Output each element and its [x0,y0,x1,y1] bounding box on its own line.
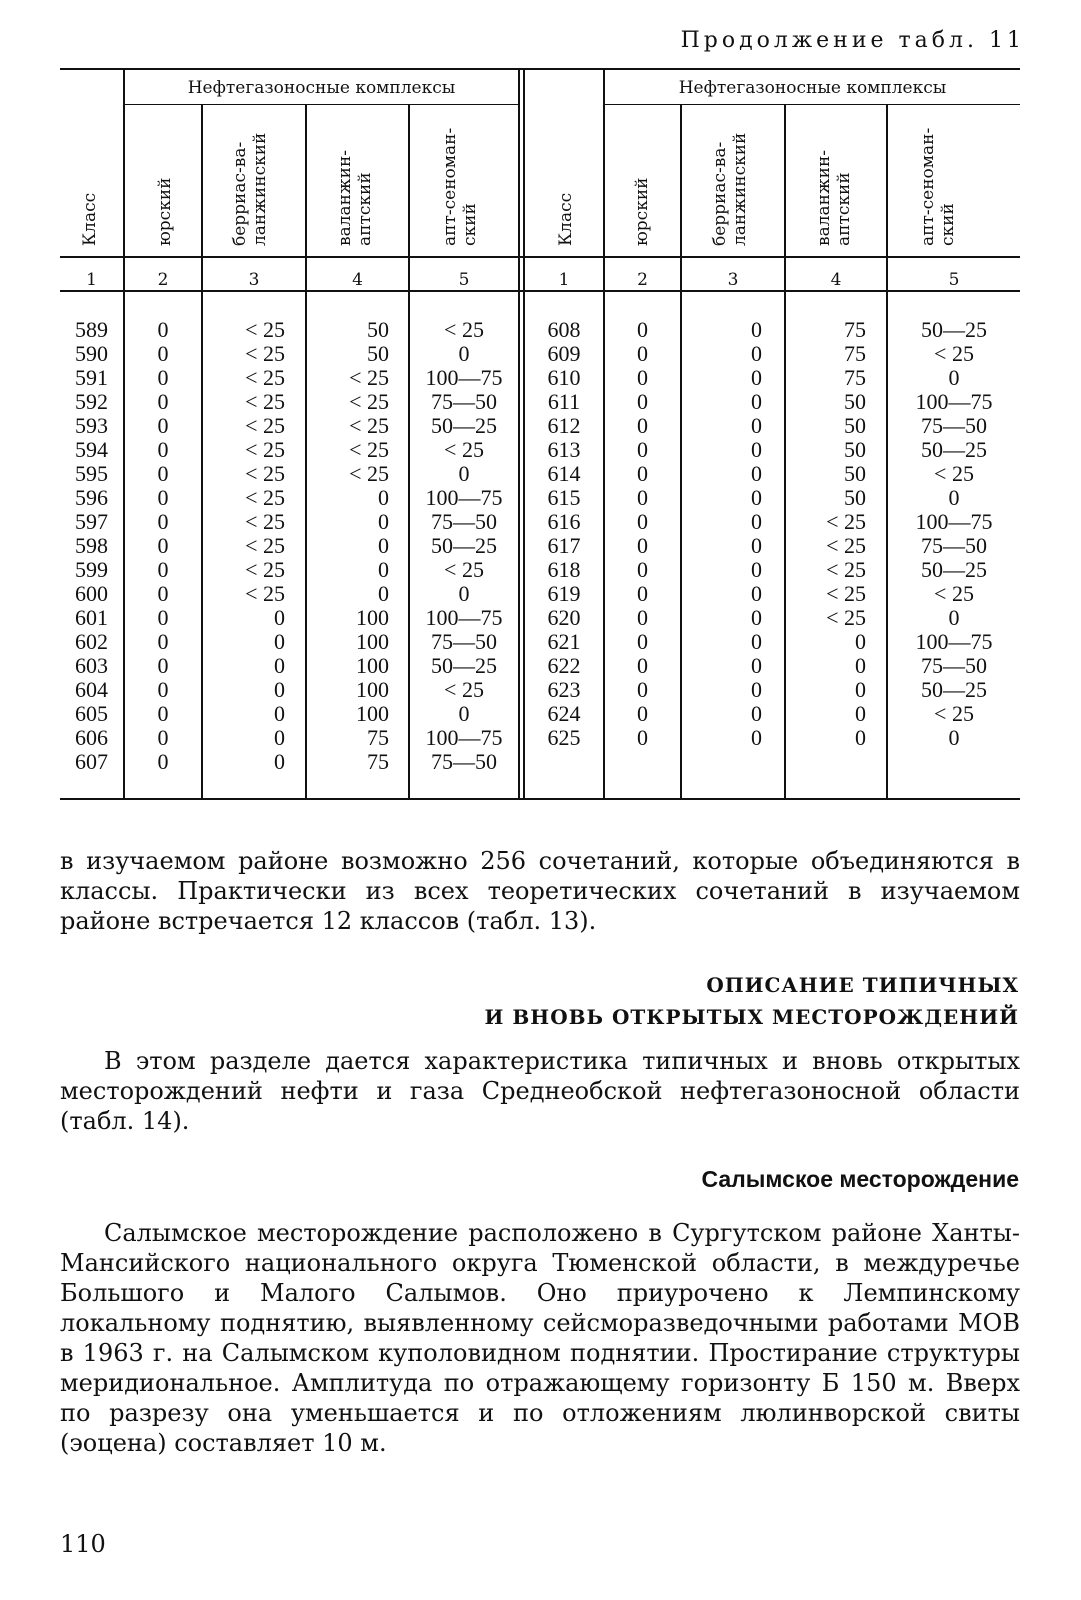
table-cell: < 25 [349,413,389,438]
table-cell: 100—75 [425,605,503,630]
table-caption: Продолжение табл. 11 [680,28,1025,53]
table-cell: 100—75 [915,389,993,414]
table-cell: 0 [637,557,648,582]
table-cell: 100—75 [425,485,503,510]
table-cell: 0 [948,365,960,390]
table-cell: 100 [356,629,389,654]
table-cell: 50—25 [431,653,497,678]
colnum-rule [60,290,1020,292]
table-cell: 0 [637,389,648,414]
table-cell: < 25 [444,317,484,342]
table-cell: 0 [855,677,866,702]
table-cell: 75—50 [921,533,987,558]
table-cell: < 25 [934,701,974,726]
table-cell: 0 [157,653,169,678]
table-cell: < 25 [245,341,285,366]
table-cell: 613 [547,437,581,462]
table-cell: 50—25 [921,557,987,582]
table-cell: 0 [637,485,648,510]
table-cell: 0 [157,677,169,702]
table-cell: < 25 [245,437,285,462]
table-cell: 594 [75,437,108,462]
table-cell: < 25 [245,509,285,534]
group-header-right: Нефтегазоносные комплексы [678,78,947,98]
paragraph-3: Салымское месторождение расположено в Сургутском районе Ханты-Мансийского национального округа Тюменской области, в междуречье Большого и Малого Салымов. Оно приурочено к Лемпинскому локальному поднятию, выявленному сейсморазведочными работами МОВ в 1963 г. на Салымском куполовидном поднятии. Простирание структуры меридиональное. Амплитуда по отражающему горизонту Б 150 м. Вверх по разрезу она уменьшается и по отложениям люлинворской свиты (эоцена) составляет 10 м. [60,1219,1020,1457]
table-cell: 623 [547,677,581,702]
table-cell: < 25 [245,317,285,342]
table-bottom-rule [60,798,1020,800]
table-cell: 0 [378,485,389,510]
table-cell: 0 [157,317,169,342]
table-cell: 593 [75,413,108,438]
table-cell: 100—75 [425,365,503,390]
table-cell: < 25 [349,461,389,486]
page-number: 110 [60,1530,106,1558]
table-cell: < 25 [245,581,285,606]
table-cell: 0 [157,725,169,750]
table-cell: 0 [637,629,648,654]
header-apt: апт-сеноман- ский [918,127,958,246]
right-apt-column [888,318,1020,750]
table-cell: 100 [356,677,389,702]
table-cell: 0 [637,341,648,366]
table-cell: 617 [547,533,581,558]
table-cell: 0 [378,533,389,558]
table-cell: 75 [844,365,866,390]
table-cell: 615 [547,485,581,510]
table-cell: < 25 [826,581,866,606]
table-cell: 0 [458,581,470,606]
table-cell: < 25 [349,365,389,390]
table-cell: 0 [751,413,762,438]
table-cell: 0 [458,461,470,486]
table-cell: 592 [75,389,108,414]
table-cell: 607 [75,749,108,774]
left-group-rule [125,104,520,105]
section-title-line-1: ОПИСАНИЕ ТИПИЧНЫХ [706,973,1019,997]
table-cell: 0 [157,437,169,462]
table-cell: 0 [274,605,285,630]
table-cell: 0 [274,749,285,774]
table-cell: 0 [637,605,648,630]
table-cell: 0 [157,365,169,390]
table-cell: 50 [844,461,866,486]
table-cell: 0 [274,677,285,702]
table-cell: 50 [844,389,866,414]
table-cell: 0 [274,701,285,726]
table-cell: 0 [157,605,169,630]
table-cell: 0 [751,341,762,366]
table-cell: 0 [855,701,866,726]
table-cell: 50 [844,413,866,438]
table-cell: < 25 [826,533,866,558]
table-cell: 100 [356,605,389,630]
table-cell: 0 [751,605,762,630]
table-cell: 75—50 [431,389,497,414]
header-class: Класс [80,192,100,246]
table-cell: 75 [367,725,389,750]
table-cell: 75 [367,749,389,774]
table-cell: 0 [157,701,169,726]
colnum: 2 [637,270,648,290]
table-cell: < 25 [826,557,866,582]
section-title-line-2: И ВНОВЬ ОТКРЫТЫХ МЕСТОРОЖДЕНИЙ [484,1005,1019,1029]
table-cell: 0 [637,437,648,462]
table-cell: 0 [458,341,470,366]
table-cell: 50 [844,485,866,510]
table-cell: 0 [637,413,648,438]
table-cell: 600 [75,581,108,606]
table-cell: 0 [751,677,762,702]
table-cell: < 25 [934,461,974,486]
colnum: 3 [248,270,260,290]
table-cell: 50 [844,437,866,462]
table-cell: 618 [547,557,581,582]
table-cell: 0 [751,653,762,678]
table-cell: 590 [75,341,108,366]
table-cell: < 25 [444,437,484,462]
table-cell: 606 [75,725,108,750]
table-cell: 0 [751,437,762,462]
table-cell: 616 [547,509,581,534]
table-cell: 604 [75,677,108,702]
group-header-left: Нефтегазоносные комплексы [187,78,456,98]
table-top-rule [60,68,1020,70]
colnum: 1 [86,270,97,290]
paragraph-1: в изучаемом районе возможно 256 сочетаний, которые объединяются в классы. Практически из всех теоретических сочетаний в изучаемом районе встречается 12 классов (табл. 13). [60,847,1020,935]
header-apt: апт-сеноман- ский [440,127,480,246]
table-cell: 611 [547,389,581,414]
table-cell: 621 [547,629,581,654]
left-class-column [60,318,123,774]
table-cell: 75—50 [431,509,497,534]
table-cell: 0 [157,413,169,438]
table-cell: 598 [75,533,108,558]
table-cell: 0 [458,701,470,726]
table-cell: < 25 [245,389,285,414]
table-cell: 0 [751,725,762,750]
table-cell: 0 [157,341,169,366]
table-cell: 622 [547,653,581,678]
table-cell: 0 [948,485,960,510]
table-cell: 605 [75,701,108,726]
table-cell: 100 [356,701,389,726]
colnum: 4 [830,270,842,290]
table-cell: 0 [378,581,389,606]
colnum: 5 [948,270,960,290]
table-cell: 0 [637,461,648,486]
table-cell: 0 [751,557,762,582]
table-cell: 0 [637,317,648,342]
vline [518,70,520,798]
table-cell: 0 [157,749,169,774]
right-class-column [525,318,603,750]
table-cell: 0 [948,605,960,630]
table-cell: 0 [751,365,762,390]
right-group-rule [605,104,1020,105]
table-cell: 0 [157,557,169,582]
table-cell: 0 [274,629,285,654]
table-cell: 614 [547,461,581,486]
table-cell: 625 [547,725,581,750]
table-cell: 591 [75,365,108,390]
colnum: 4 [352,270,363,290]
table-cell: 50—25 [921,317,987,342]
table-cell: 0 [751,581,762,606]
table-cell: 75 [844,317,866,342]
left-berrias-column [203,318,285,774]
subsection-title: Салымское месторождение [701,1166,1019,1192]
table-cell: 100—75 [915,509,993,534]
table-cell: 50 [367,341,389,366]
table-cell: 0 [751,509,762,534]
table-cell: < 25 [245,461,285,486]
table-cell: 609 [547,341,581,366]
table-cell: 0 [855,725,866,750]
table-cell: 0 [751,461,762,486]
table-cell: 612 [547,413,581,438]
table-cell: < 25 [826,509,866,534]
table-cell: 0 [855,629,866,654]
colnum: 2 [157,270,169,290]
table-cell: < 25 [444,557,484,582]
table-cell: 0 [637,725,648,750]
right-valanzhin-column [786,318,866,750]
table-cell: 619 [547,581,581,606]
header-jurassic: юрский [632,177,652,246]
table-cell: 0 [157,461,169,486]
table-cell: 0 [751,629,762,654]
table-cell: < 25 [245,557,285,582]
table-cell: 0 [157,533,169,558]
right-jurassic-column [605,318,680,750]
right-berrias-column [682,318,762,750]
header-berrias: берриас-ва- ланжинский [230,132,270,246]
table-cell: 608 [547,317,581,342]
table-cell: 0 [157,629,169,654]
table-cell: 75—50 [921,413,987,438]
table-cell: 599 [75,557,108,582]
header-valanzhin: валанжин- аптский [335,149,375,246]
table-cell: 0 [637,653,648,678]
table-cell: 0 [157,485,169,510]
table-cell: 0 [157,389,169,414]
table-cell: 100—75 [425,725,503,750]
header-rule [60,256,1020,258]
table-cell: < 25 [826,605,866,630]
table-cell: < 25 [934,581,974,606]
table-cell: < 25 [245,533,285,558]
table-cell: 0 [157,509,169,534]
table-cell: 0 [157,581,169,606]
table-cell: 0 [855,653,866,678]
table-cell: 610 [547,365,581,390]
table-cell: < 25 [245,365,285,390]
table-cell: 602 [75,629,108,654]
table-cell: 0 [274,653,285,678]
table-cell: 75 [844,341,866,366]
left-valanzhin-column [307,318,389,774]
table-cell: 50—25 [921,437,987,462]
colnum: 1 [558,270,570,290]
colnum: 3 [727,270,739,290]
table-cell: 0 [378,509,389,534]
table-cell: 100—75 [915,629,993,654]
table-cell: 0 [637,365,648,390]
table-cell: 595 [75,461,108,486]
table-cell: < 25 [349,437,389,462]
table-cell: 0 [751,533,762,558]
table-cell: 596 [75,485,108,510]
table-cell: 0 [637,701,648,726]
table-cell: 0 [274,725,285,750]
table-cell: 597 [75,509,108,534]
table-cell: 75—50 [431,629,497,654]
table-cell: < 25 [245,485,285,510]
left-jurassic-column [125,318,201,774]
table-cell: 0 [637,533,648,558]
table-cell: < 25 [349,389,389,414]
table-cell: 75—50 [921,653,987,678]
table-cell: 50—25 [921,677,987,702]
left-apt-column [410,318,518,774]
table-cell: 603 [75,653,108,678]
paragraph-2: В этом разделе дается характеристика типичных и вновь открытых месторождений нефти и газа Среднеобской нефтегазоносной области (табл. 14). [60,1047,1020,1135]
table-cell: 624 [547,701,581,726]
header-jurassic: юрский [155,177,175,246]
table-cell: 601 [75,605,108,630]
table-cell: 50—25 [431,533,497,558]
table-cell: 100 [356,653,389,678]
colnum: 5 [458,270,470,290]
table-cell: 0 [751,317,762,342]
table-cell: 589 [75,317,108,342]
table-cell: 0 [637,581,648,606]
table-cell: 0 [751,389,762,414]
table-cell: 75—50 [431,749,497,774]
table-cell: 50—25 [431,413,497,438]
table-cell: 0 [378,557,389,582]
table-cell: < 25 [934,341,974,366]
header-berrias: берриас-ва- ланжинский [710,132,750,246]
table-cell: < 25 [444,677,484,702]
table-cell: 620 [547,605,581,630]
table-cell: 0 [751,701,762,726]
header-class: Класс [556,192,576,246]
table-cell: 0 [637,677,648,702]
table-cell: 0 [637,509,648,534]
table-cell: 50 [367,317,389,342]
header-valanzhin: валанжин- аптский [814,149,854,246]
table-cell: 0 [948,725,960,750]
table-cell: < 25 [245,413,285,438]
table-cell: 0 [751,485,762,510]
